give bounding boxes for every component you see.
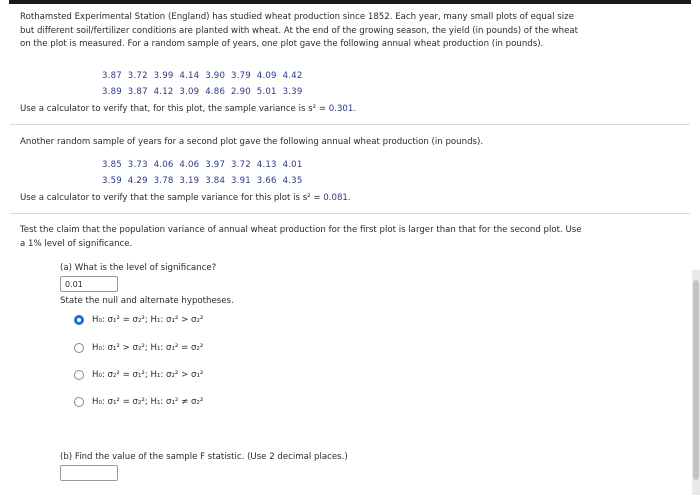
plot1-variance: 0.301. <box>328 104 357 114</box>
hypothesis-option-label: H₀: σ₂² = σ₁²; H₁: σ₂² > σ₁² <box>92 370 204 380</box>
test-claim <box>20 224 680 251</box>
plot2-data <box>102 157 303 189</box>
hypothesis-option-label: H₀: σ₁² = σ₂²; H₁: σ₁² ≠ σ₂² <box>92 397 204 407</box>
part-a-question: (a) What is the level of significance? <box>60 263 217 273</box>
radio-icon[interactable] <box>74 370 84 380</box>
plot2-variance: 0.081. <box>323 193 351 203</box>
radio-icon[interactable] <box>74 397 84 407</box>
f-statistic-input[interactable] <box>60 465 118 481</box>
intro-line-3: on the plot is measured. For a random sample of years, one plot gave the following annual wheat production (in pounds). <box>20 39 544 50</box>
intro-line-2: but different soil/fertilizer conditions are planted with wheat. At the end of the growing season, the yield (in pounds) of the wheat <box>20 25 579 36</box>
plot2-intro: Another random sample of years for a second plot gave the following annual wheat production (in pounds). <box>20 137 484 147</box>
significance-input[interactable]: 0.01 <box>60 276 118 292</box>
plot1-verify-text: Use a calculator to verify that, for this plot, the sample variance is s² = <box>20 104 329 114</box>
divider <box>10 124 690 125</box>
hypothesis-option-3[interactable] <box>74 368 203 382</box>
intro-line-1: Rothamsted Experimental Station (England) has studied wheat production since 1852. Each year, many small plots of equal size <box>20 12 574 22</box>
radio-icon[interactable] <box>74 343 84 353</box>
part-b-question: (b) Find the value of the sample F statistic. (Use 2 decimal places.) <box>60 452 348 462</box>
hypothesis-option-4[interactable] <box>74 395 203 409</box>
hypothesis-option-label: H₀: σ₁² > σ₂²; H₁: σ₁² = σ₂² <box>92 343 204 353</box>
radio-selected-icon[interactable] <box>74 315 84 325</box>
intro-paragraph <box>20 11 680 52</box>
plot2-verify-text: Use a calculator to verify that the sample variance for this plot is s² = <box>20 193 324 203</box>
plot1-data <box>102 68 303 100</box>
test-claim-line-1: Test the claim that the population variance of annual wheat production for the first plot is larger than that for the second plot. Use <box>20 225 582 235</box>
hypothesis-option-1[interactable] <box>74 313 203 327</box>
hypothesis-option-label: H₀: σ₁² = σ₂²; H₁: σ₁² > σ₂² <box>92 315 204 325</box>
test-claim-line-2: a 1% level of significance. <box>20 238 133 249</box>
plot2-row-1: 3.85 3.73 4.06 4.06 3.97 3.72 4.13 4.01 <box>102 160 303 170</box>
top-border <box>9 0 691 4</box>
plot2-verify <box>20 192 680 206</box>
plot2-row-2: 3.59 4.29 3.78 3.19 3.84 3.91 3.66 4.35 <box>102 176 303 186</box>
plot1-row-2: 3.89 3.87 4.12 3.09 4.86 2.90 5.01 3.39 <box>102 87 303 97</box>
plot1-row-1: 3.87 3.72 3.99 4.14 3.90 3.79 4.09 4.42 <box>102 71 303 81</box>
hypotheses-prompt: State the null and alternate hypotheses. <box>60 296 234 306</box>
plot1-verify <box>20 103 680 117</box>
scrollbar-thumb[interactable] <box>693 280 699 480</box>
divider <box>10 213 690 214</box>
hypothesis-option-2[interactable] <box>74 341 203 355</box>
